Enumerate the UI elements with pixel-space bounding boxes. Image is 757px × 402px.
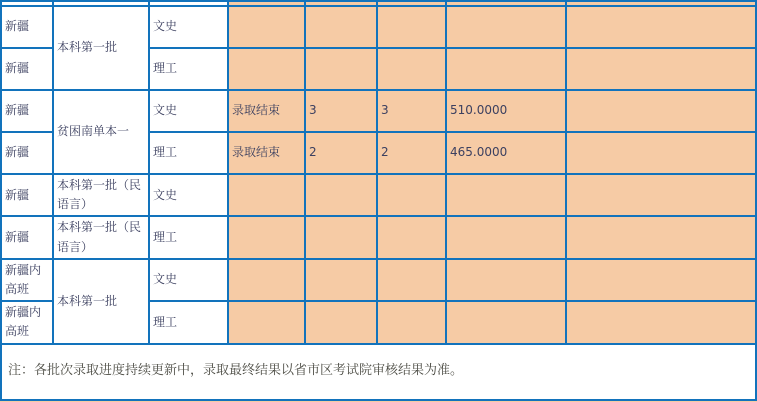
- table-row: [1, 90, 756, 132]
- note-text: 注：各批次录取进度持续更新中，录取最终结果以省市区考试院审核结果为准。: [1, 344, 756, 400]
- status-cell: [228, 301, 305, 343]
- subject-cell: 理工: [149, 48, 228, 90]
- subject-cell: 文史: [149, 174, 228, 216]
- table-row: [1, 259, 756, 301]
- num1-cell: [305, 301, 377, 343]
- num1-cell: 3: [305, 90, 377, 132]
- province-cell: 新疆内高班: [1, 259, 53, 301]
- num1-cell: [305, 259, 377, 301]
- num2-cell: 2: [377, 132, 446, 174]
- num1-cell: [305, 216, 377, 258]
- extra-cell: [566, 174, 756, 216]
- score-cell: [446, 174, 566, 216]
- status-cell: 录取结束: [228, 90, 305, 132]
- province-cell: 新疆: [1, 90, 53, 132]
- batch-cell: 本科第一批: [53, 6, 149, 90]
- batch-cell: 贫困南单本一: [53, 90, 149, 174]
- province-cell: 新疆: [1, 132, 53, 174]
- extra-cell: [566, 48, 756, 90]
- subject-cell: 文史: [149, 259, 228, 301]
- score-cell: 510.0000: [446, 90, 566, 132]
- table-row-note: [1, 344, 756, 400]
- score-cell: [446, 48, 566, 90]
- num1-cell: [305, 6, 377, 48]
- extra-cell: [566, 259, 756, 301]
- score-cell: [446, 259, 566, 301]
- score-cell: 465.0000: [446, 132, 566, 174]
- table-row: [1, 6, 756, 48]
- num2-cell: [377, 6, 446, 48]
- extra-cell: [566, 301, 756, 343]
- num2-cell: 3: [377, 90, 446, 132]
- subject-cell: 文史: [149, 90, 228, 132]
- extra-cell: [566, 132, 756, 174]
- num1-cell: [305, 48, 377, 90]
- subject-cell: 理工: [149, 132, 228, 174]
- province-cell: 新疆内高班: [1, 301, 53, 343]
- status-cell: [228, 48, 305, 90]
- num2-cell: [377, 301, 446, 343]
- num1-cell: [305, 174, 377, 216]
- num1-cell: 2: [305, 132, 377, 174]
- province-cell: 新疆: [1, 174, 53, 216]
- province-cell: 新疆: [1, 48, 53, 90]
- batch-cell: 本科第一批（民语言）: [53, 174, 149, 216]
- status-cell: [228, 174, 305, 216]
- subject-cell: 理工: [149, 216, 228, 258]
- province-cell: 新疆: [1, 6, 53, 48]
- status-cell: [228, 6, 305, 48]
- score-cell: [446, 216, 566, 258]
- score-cell: [446, 6, 566, 48]
- extra-cell: [566, 6, 756, 48]
- num2-cell: [377, 259, 446, 301]
- status-cell: [228, 259, 305, 301]
- province-cell: 新疆: [1, 216, 53, 258]
- num2-cell: [377, 216, 446, 258]
- batch-cell: 本科第一批（民语言）: [53, 216, 149, 258]
- score-cell: [446, 301, 566, 343]
- status-cell: [228, 216, 305, 258]
- subject-cell: 理工: [149, 301, 228, 343]
- table-row: [1, 216, 756, 258]
- subject-cell: 文史: [149, 6, 228, 48]
- extra-cell: [566, 90, 756, 132]
- table-row: [1, 174, 756, 216]
- extra-cell: [566, 216, 756, 258]
- batch-cell: 本科第一批: [53, 259, 149, 344]
- num2-cell: [377, 48, 446, 90]
- num2-cell: [377, 174, 446, 216]
- status-cell: 录取结束: [228, 132, 305, 174]
